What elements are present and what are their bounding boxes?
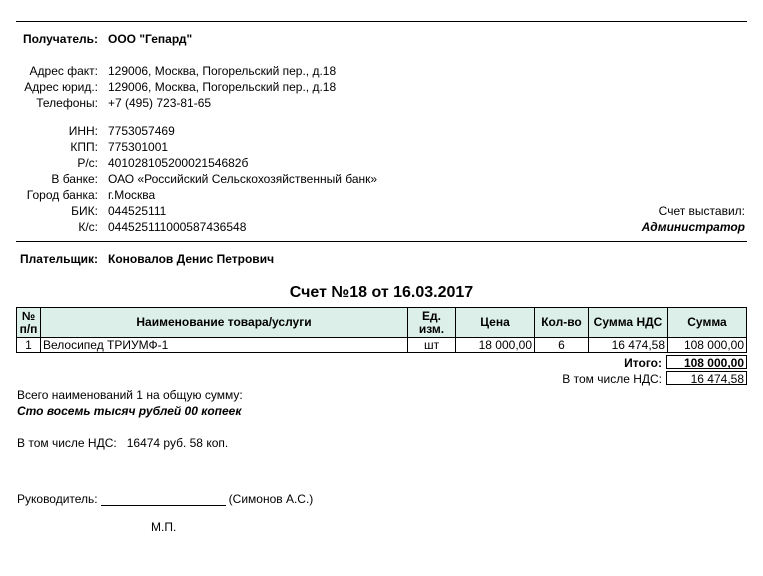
invoice-title: Счет №18 от 16.03.2017 [289, 284, 474, 301]
table-row [17, 338, 747, 353]
phones-value: +7 (495) 723-81-65 [108, 96, 212, 110]
top-rule [16, 21, 747, 22]
recipient-name: ООО "Гепард" [108, 32, 193, 46]
stamp-placeholder: М.П. [151, 520, 177, 534]
bank-label: В банке: [51, 172, 98, 186]
inn-value: 7753057469 [108, 124, 175, 138]
signature-name: (Симонов А.С.) [228, 492, 314, 506]
cell-name: Велосипед ТРИУМФ-1 [41, 338, 408, 353]
table-header-row [17, 308, 747, 338]
kpp-value: 775301001 [108, 140, 169, 154]
col-header-number: № п/п [17, 308, 41, 338]
kpp-label: КПП: [70, 140, 98, 154]
phones-label: Телефоны: [36, 96, 98, 110]
col-header-vat: Сумма НДС [589, 308, 668, 338]
address-fact-value: 129006, Москва, Погорельский пер., д.18 [108, 64, 337, 78]
items-count-line: Всего наименований 1 на общую сумму: [17, 388, 243, 402]
items-table [16, 307, 747, 353]
account-label: Р/с: [77, 156, 98, 170]
cell-unit: шт [408, 338, 456, 353]
amount-in-words: Сто восемь тысяч рублей 00 копеек [17, 404, 242, 418]
vat-total-label: В том числе НДС: [562, 372, 662, 386]
address-fact-label: Адрес факт: [29, 64, 98, 78]
total-value: 108 000,00 [666, 355, 747, 369]
bik-label: БИК: [71, 204, 98, 218]
col-header-qty: Кол-во [535, 308, 589, 338]
payer-name: Коновалов Денис Петрович [108, 252, 275, 266]
issuer-label: Счет выставил: [658, 204, 745, 218]
bik-value: 044525111 [108, 204, 167, 218]
address-legal-label: Адрес юрид.: [24, 80, 98, 94]
signature-label: Руководитель: [17, 492, 98, 506]
account-value: 40102810520002154682б [108, 156, 249, 170]
cell-sum: 108 000,00 [668, 338, 747, 353]
signature-line [101, 493, 226, 506]
recipient-label: Получатель: [23, 32, 98, 46]
cell-number: 1 [17, 338, 41, 353]
vat-total-value: 16 474,58 [666, 371, 747, 385]
cell-price: 18 000,00 [456, 338, 535, 353]
address-legal-value: 129006, Москва, Погорельский пер., д.18 [108, 80, 337, 94]
bank-city-value: г.Москва [108, 188, 156, 202]
signature-block [17, 492, 313, 506]
cell-vat: 16 474,58 [589, 338, 668, 353]
col-header-name: Наименование товара/услуги [41, 308, 408, 338]
total-label: Итого: [624, 356, 662, 370]
separator-rule [16, 241, 747, 242]
corr-account-value: 044525111000587436548 [108, 220, 247, 234]
bank-city-label: Город банка: [26, 188, 98, 202]
col-header-unit: Ед. изм. [408, 308, 456, 338]
issuer-name: Администратор [641, 220, 745, 234]
col-header-price: Цена [456, 308, 535, 338]
vat-summary-line: В том числе НДС: 16474 руб. 58 коп. [17, 436, 229, 450]
payer-label: Плательщик: [20, 252, 98, 266]
bank-value: ОАО «Российский Сельскохозяйственный банк» [108, 172, 378, 186]
corr-account-label: К/с: [78, 220, 98, 234]
col-header-sum: Сумма [668, 308, 747, 338]
inn-label: ИНН: [68, 124, 98, 138]
cell-qty: 6 [535, 338, 589, 353]
